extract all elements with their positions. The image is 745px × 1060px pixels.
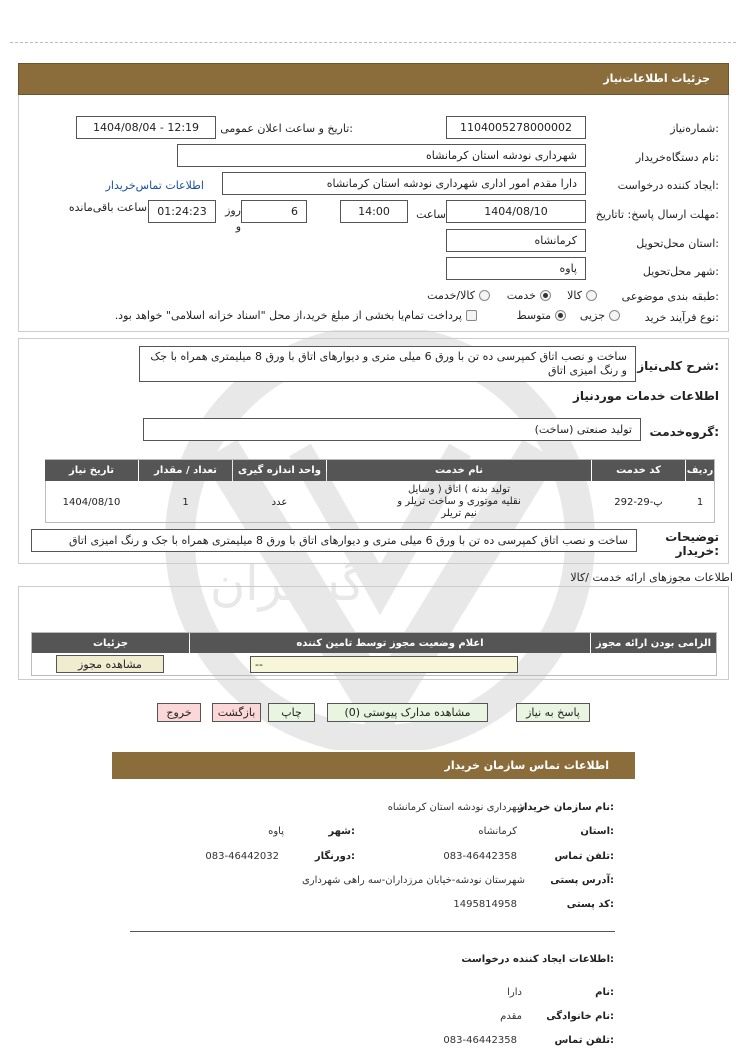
buyer-org-field: شهرداری نودشه استان کرمانشاه bbox=[177, 144, 586, 167]
contact-city-value: پاوه bbox=[268, 826, 284, 837]
col-header-unit: واحد اندازه گیری bbox=[233, 460, 326, 481]
requester-family-label: نام خانوادگی: bbox=[546, 1011, 614, 1022]
category-label: طبقه بندی موضوعی: bbox=[621, 290, 719, 303]
days-field: 6 bbox=[241, 200, 307, 223]
requester-name-label: نام: bbox=[595, 987, 614, 998]
services-table bbox=[45, 459, 715, 523]
contact-org-value: شهرداری نودشه استان کرمانشاه bbox=[387, 802, 525, 813]
category-option-both[interactable]: کالا/خدمت bbox=[427, 289, 490, 302]
permit-col-status: اعلام وضعیت مجوز توسط تامین کننده bbox=[190, 633, 590, 653]
announce-field: 1404/08/04 - 12:19 bbox=[76, 116, 216, 139]
contact-address-value: شهرستان نودشه-خیابان مرزداران-سه راهی شهرداری bbox=[301, 875, 525, 886]
service-group-field: تولید صنعتی (ساخت) bbox=[143, 418, 641, 441]
contact-city-label: شهر: bbox=[328, 826, 355, 837]
announce-label: تاریخ و ساعت اعلان عمومی: bbox=[220, 122, 353, 135]
requester-phone-label: تلفن تماس: bbox=[554, 1035, 614, 1046]
deadline-label: مهلت ارسال پاسخ: تاتاریخ: bbox=[595, 208, 719, 221]
table-row-name: تولید بدنه ) اتاق ( وسایل نقلیه موتوری و ساخت تریلر و نیم تریلر bbox=[397, 484, 521, 519]
contact-phone-label: تلفن تماس: bbox=[554, 851, 614, 862]
requester-label: ایجاد کننده درخواست: bbox=[617, 179, 719, 192]
table-row-unit: عدد bbox=[271, 496, 288, 508]
panel-header bbox=[18, 63, 729, 95]
radio-icon[interactable] bbox=[609, 310, 620, 321]
permits-table bbox=[31, 632, 717, 676]
permits-title: اطلاعات مجوزهای ارائه خدمت /کالا bbox=[570, 571, 733, 584]
contact-fax-label: دورنگار: bbox=[314, 851, 355, 862]
services-title: اطلاعات خدمات موردنیاز bbox=[572, 389, 719, 403]
province-field: کرمانشاه bbox=[446, 229, 586, 252]
requester-family-value: مقدم bbox=[500, 1011, 522, 1022]
permit-status-field[interactable]: -- bbox=[250, 656, 518, 673]
permit-col-required: الزامی بودن ارائه مجوز bbox=[591, 633, 716, 653]
table-row-date: 1404/08/10 bbox=[62, 496, 121, 508]
need-number-label: شماره‌نیاز: bbox=[670, 122, 719, 135]
col-header-qty: تعداد / مقدار bbox=[139, 460, 232, 481]
remaining-time-field: 01:24:23 bbox=[148, 200, 216, 223]
deadline-time-field: 14:00 bbox=[340, 200, 408, 223]
back-button[interactable]: بازگشت bbox=[212, 703, 261, 722]
contact-header bbox=[112, 752, 635, 779]
view-permit-button[interactable]: مشاهده مجوز bbox=[56, 655, 164, 673]
requester-phone-value: 083-46442358 bbox=[443, 1035, 517, 1046]
buyer-notes-label: توضیحات خریدار: bbox=[665, 530, 719, 558]
deadline-time-label: ساعت bbox=[416, 208, 446, 221]
category-option-goods[interactable]: کالا bbox=[567, 289, 597, 302]
deadline-date-field: 1404/08/10 bbox=[446, 200, 586, 223]
contact-postal-value: 1495814958 bbox=[453, 899, 517, 910]
print-button[interactable]: چاپ bbox=[268, 703, 315, 722]
col-header-date: تاریخ نیاز bbox=[45, 460, 138, 481]
buyer-org-label: نام دستگاه‌خریدار: bbox=[635, 151, 719, 164]
requester-info-title: اطلاعات ایجاد کننده درخواست: bbox=[461, 954, 614, 965]
radio-selected-icon[interactable] bbox=[540, 290, 551, 301]
col-header-code: کد خدمت bbox=[592, 460, 685, 481]
col-header-row: ردیف bbox=[686, 460, 714, 481]
col-header-name: نام خدمت bbox=[327, 460, 591, 481]
requester-field: دارا مقدم امور اداری شهرداری نودشه استان کرمانشاه bbox=[222, 172, 586, 195]
process-label: نوع فرآیند خرید: bbox=[644, 311, 719, 324]
exit-button[interactable]: خروج bbox=[157, 703, 201, 722]
table-row-code: پ-29-292 bbox=[614, 496, 663, 508]
radio-icon[interactable] bbox=[586, 290, 597, 301]
treasury-note[interactable]: پرداخت تمام‌یا بخشی از مبلغ خرید،از محل "اسناد خزانه اسلامی" خواهد بود. bbox=[115, 309, 477, 322]
contact-title: اطلاعات تماس سازمان خریدار bbox=[444, 759, 609, 772]
city-label: شهر محل‌تحویل: bbox=[642, 265, 719, 278]
process-option-medium[interactable]: متوسط bbox=[516, 309, 566, 322]
process-option-minor[interactable]: جزیی bbox=[580, 309, 620, 322]
watermark-text: گستران bbox=[210, 556, 366, 612]
table-row-number: 1 bbox=[696, 496, 704, 508]
radio-selected-icon[interactable] bbox=[555, 310, 566, 321]
category-option-service[interactable]: خدمت bbox=[507, 289, 551, 302]
contact-address-label: آدرس پستی: bbox=[550, 875, 614, 886]
contact-postal-label: کد پستی: bbox=[566, 899, 614, 910]
contact-province-label: استان: bbox=[580, 826, 614, 837]
checkbox-icon[interactable] bbox=[466, 310, 477, 321]
contact-province-value: کرمانشاه bbox=[478, 826, 517, 837]
attachments-button[interactable]: مشاهده مدارک پیوستی (0) bbox=[327, 703, 488, 722]
contact-org-label: نام سازمان خریدار: bbox=[518, 802, 614, 813]
need-number-field: 1104005278000002 bbox=[446, 116, 586, 139]
days-label: روز و bbox=[225, 204, 241, 233]
table-row-qty: 1 bbox=[182, 496, 189, 508]
buyer-notes-field: ساخت و نصب اتاق کمپرسی ده تن با ورق 6 میلی متری و دیوارهای اتاق با ورق 8 میلیمتری همراه با جک و رنگ امیزی اتاق bbox=[31, 529, 637, 552]
permit-col-details: جزئیات bbox=[32, 633, 189, 653]
general-desc-label: شرح کلی‌نیاز: bbox=[637, 359, 719, 373]
top-divider bbox=[10, 42, 736, 43]
contact-divider bbox=[130, 931, 615, 932]
province-label: استان محل‌تحویل: bbox=[636, 237, 719, 250]
contact-fax-value: 083-46442032 bbox=[205, 851, 279, 862]
contact-phone-value: 083-46442358 bbox=[443, 851, 517, 862]
city-field: پاوه bbox=[446, 257, 586, 280]
remaining-time-label: ساعت باقی‌مانده bbox=[68, 201, 147, 214]
general-desc-field: ساخت و نصب اتاق کمپرسی ده تن با ورق 6 میلی متری و دیوارهای اتاق با ورق 8 میلیمتری همراه با جک و رنگ امیزی اتاق bbox=[139, 346, 636, 382]
requester-name-value: دارا bbox=[507, 987, 522, 998]
panel-title: جزئیات اطلاعات‌نیاز bbox=[603, 72, 710, 85]
service-group-label: گروه‌خدمت: bbox=[649, 425, 719, 439]
radio-icon[interactable] bbox=[479, 290, 490, 301]
reply-button[interactable]: پاسخ به نیاز bbox=[516, 703, 590, 722]
buyer-contact-link[interactable]: اطلاعات تماس‌خریدار bbox=[105, 179, 204, 192]
